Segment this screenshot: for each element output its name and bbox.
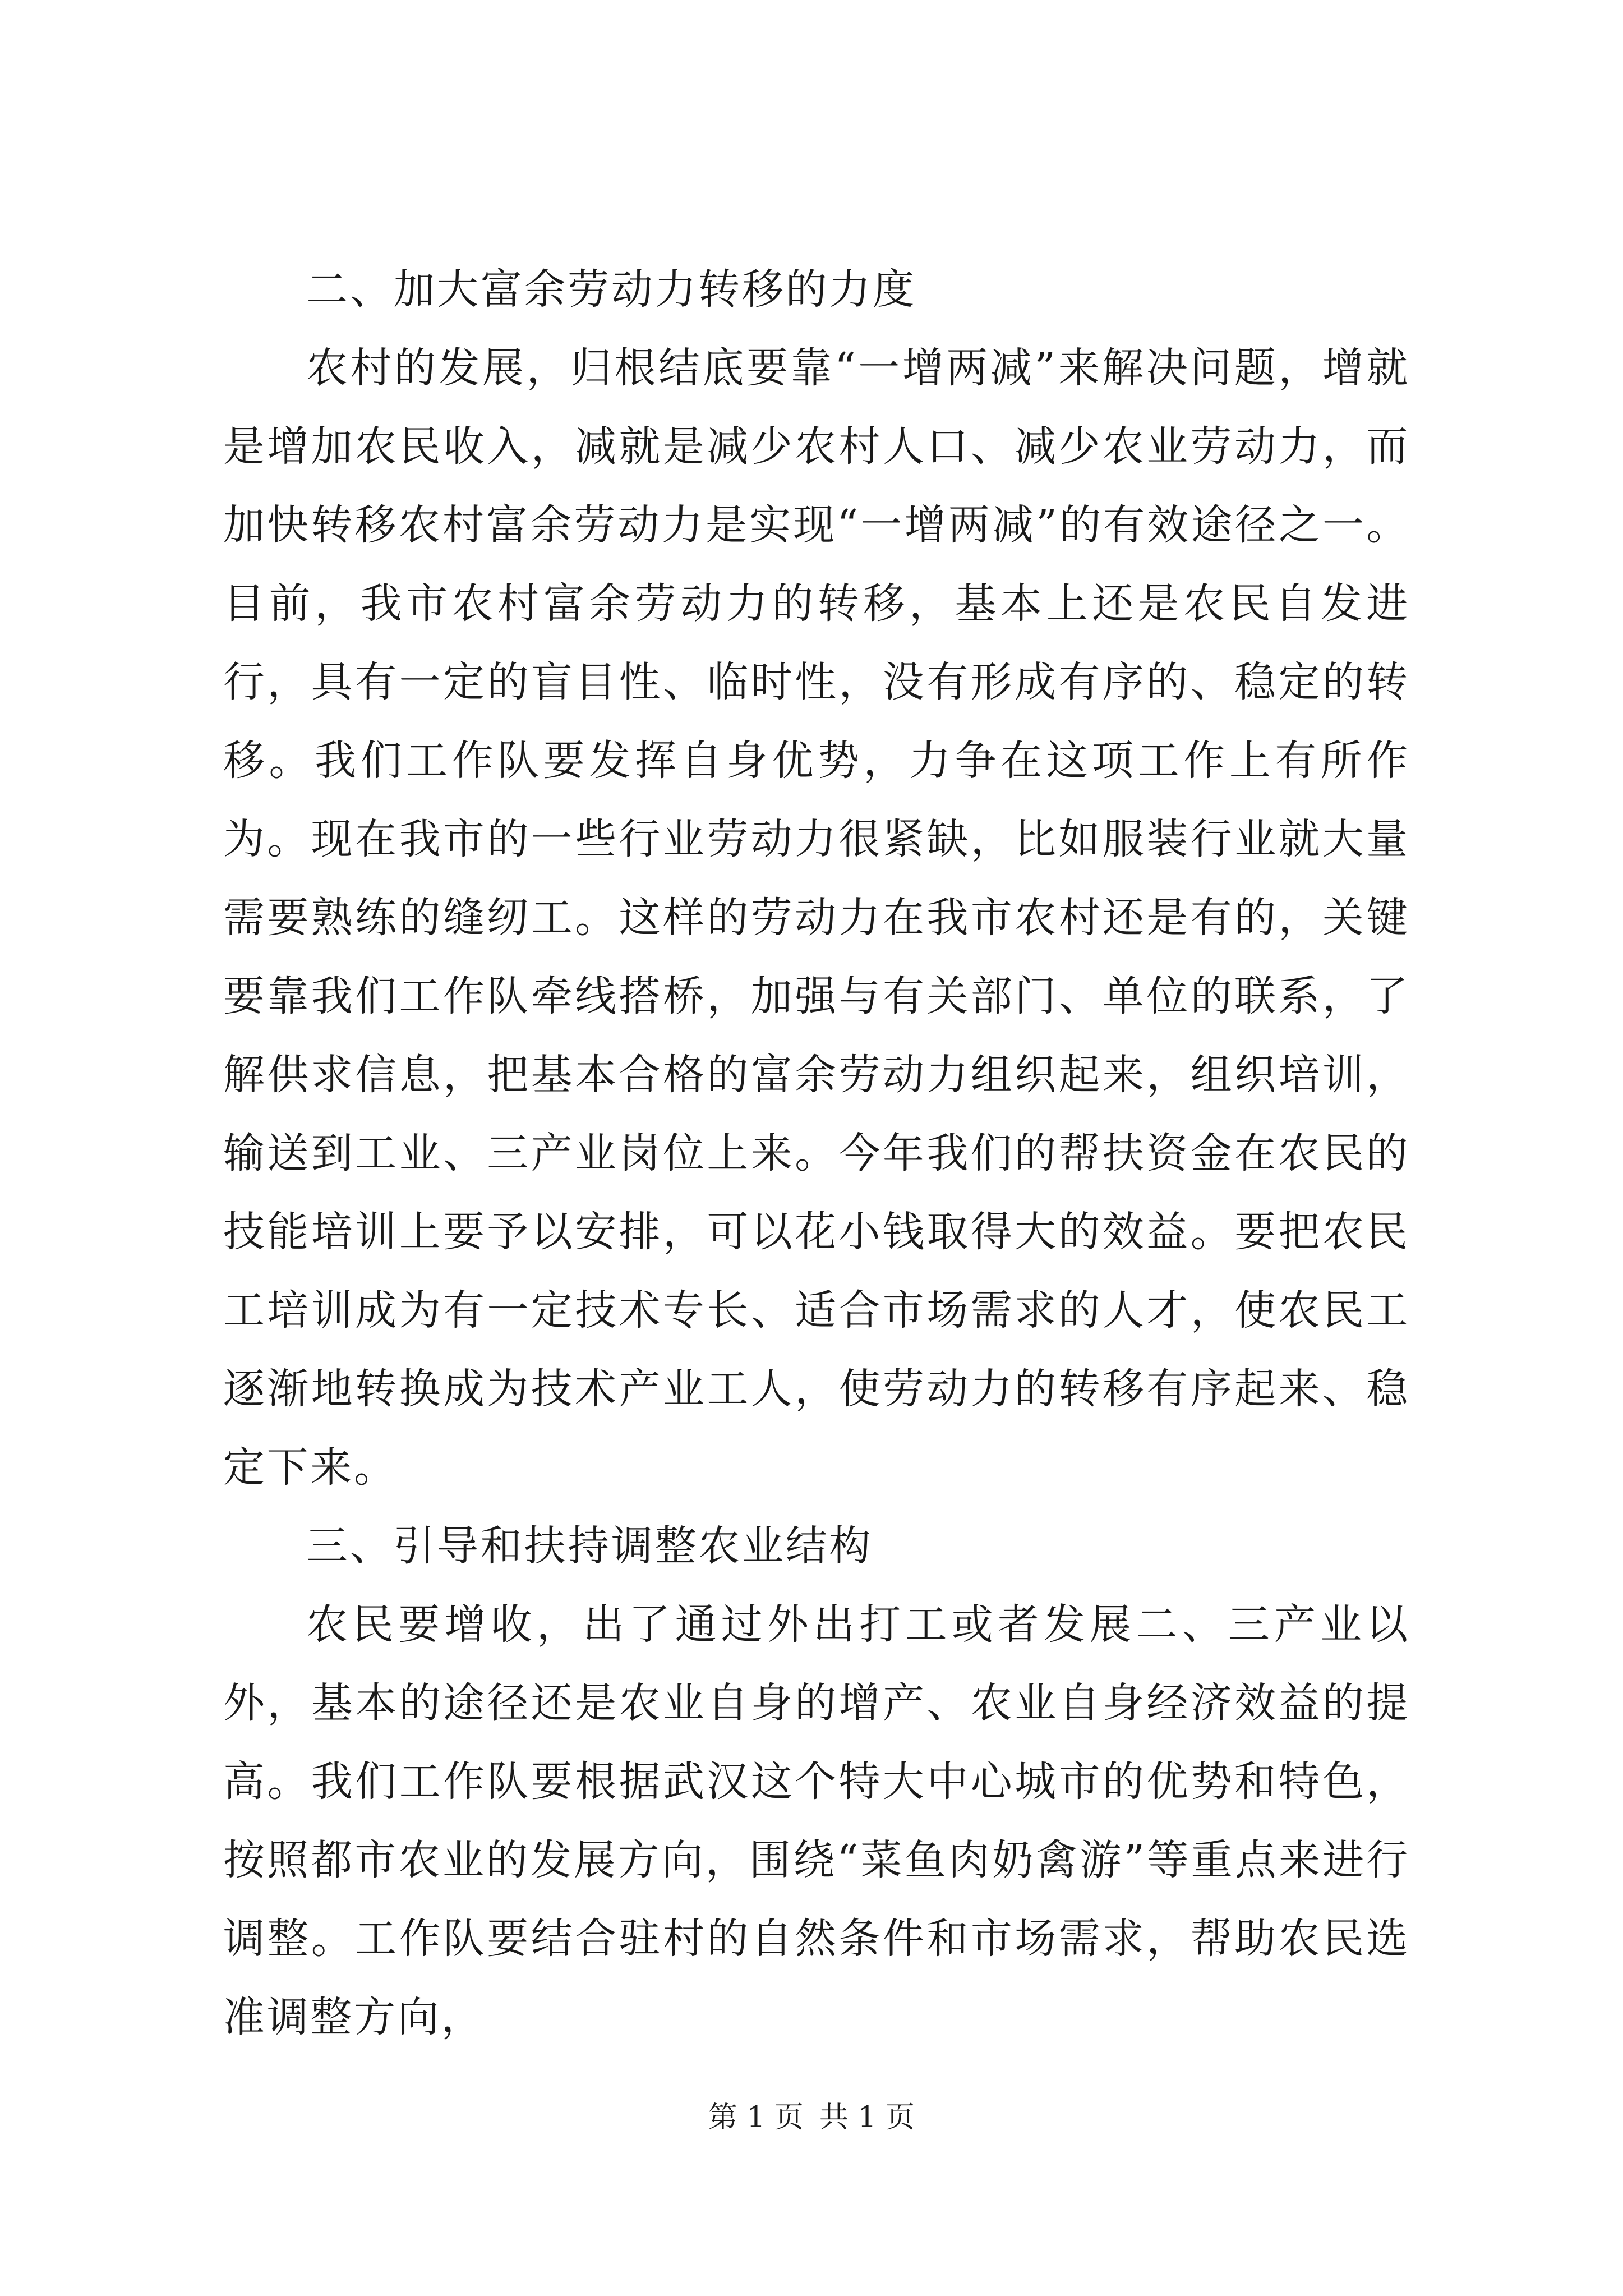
section-heading-2: 二、加大富余劳动力转移的力度 [306,265,916,314]
page-number-current: 第 1 页 [708,2101,804,2134]
page-number-total: 共 1 页 [819,2101,915,2134]
page-footer [0,2098,1623,2137]
section-paragraph-2: 农村的发展，归根结底要靠“一增两减”来解决问题，增就是增加农民收入，减就是减少农村人口、减少农业劳动力，而加快转移农村富余劳动力是实现“一增两减”的有效途径之一。目前，我市农村富余劳动力的转移，基本上还是农民自发进行，具有一定的盲目性、临时性，没有形成有序的、稳定的转移。我们工作队要发挥自身优势，力争在这项工作上有所作为。现在我市的一些行业劳动力很紧缺，比如服装行业就大量需要熟练的缝纫工。这样的劳动力在我市农村还是有的，关键要靠我们工作队牵线搭桥，加强与有关部门、单位的联系，了解供求信息，把基本合格的富余劳动力组织起来，组织培训，输送到工业、三产业岗位上来。今年我们的帮扶资金在农民的技能培训上要予以安排，可以花小钱取得大的效益。要把农民工培训成为有一定技术专长、适合市场需求的人才，使农民工逐渐地转换成为技术产业工人，使劳动力的转移有序起来、稳定下来。 [223,344,1410,1492]
document-body [223,250,1410,2056]
section-heading-3: 三、引导和扶持调整农业结构 [306,1522,873,1570]
section-paragraph-3: 农民要增收，出了通过外出打工或者发展二、三产业以外，基本的途径还是农业自身的增产、农业自身经济效益的提高。我们工作队要根据武汉这个特大中心城市的优势和特色，按照都市农业的发展方向，围绕“菜鱼肉奶禽游”等重点来进行调整。工作队要结合驻村的自然条件和市场需求，帮助农民选准调整方向， [223,1600,1410,2041]
